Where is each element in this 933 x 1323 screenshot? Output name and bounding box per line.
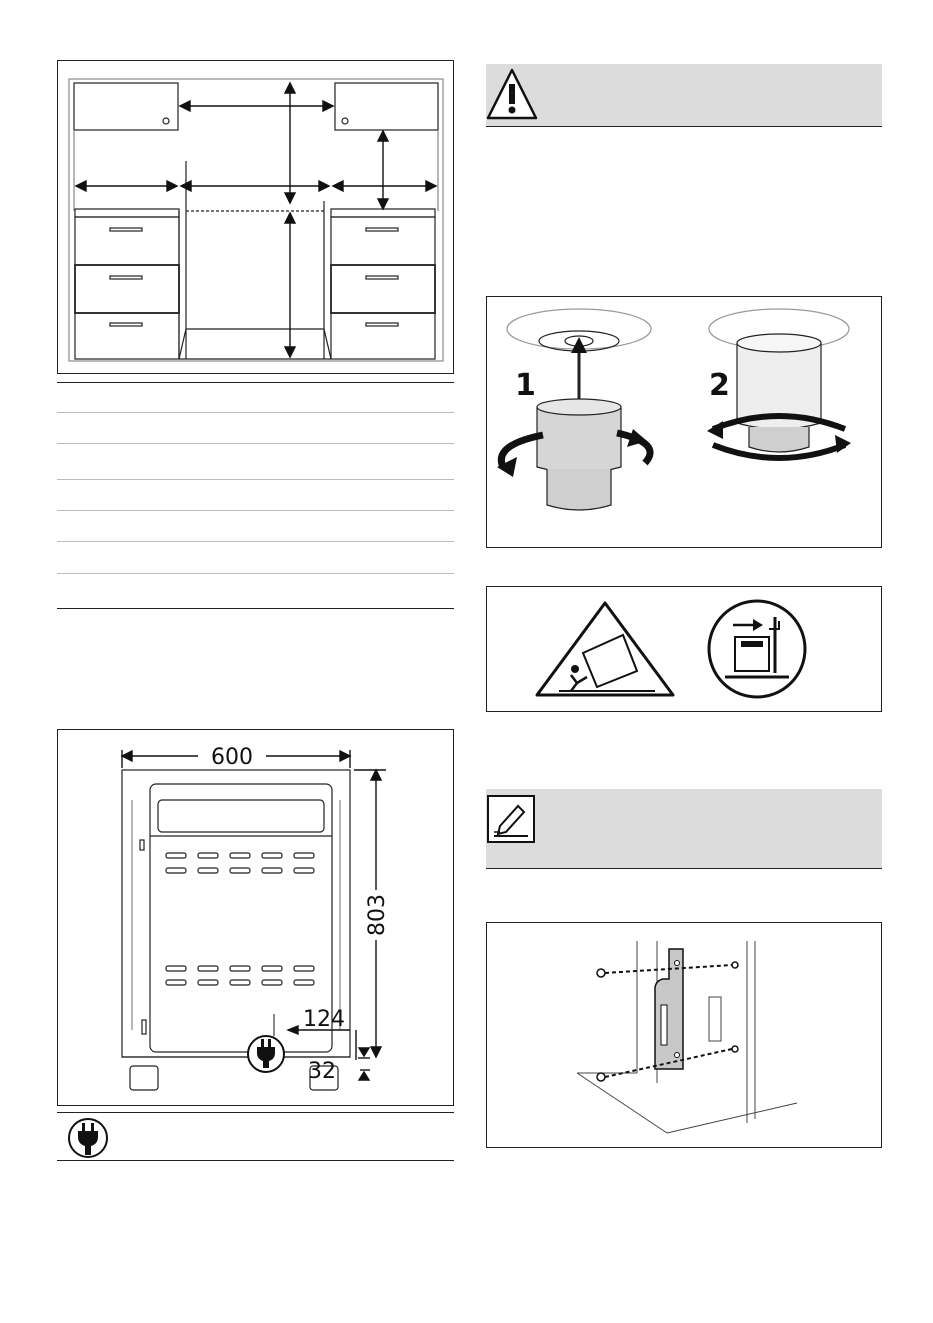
socket-height-label: 32 (308, 1059, 336, 1084)
pencil-note-icon (486, 794, 536, 846)
bracket-plate (655, 949, 683, 1069)
cabinet-niche-drawing (58, 61, 455, 375)
anti-tilt-bracket-figure (486, 922, 882, 1148)
tip-over-drawing (487, 587, 883, 713)
tip-over-hazard-icon (537, 603, 673, 695)
levelling-foot-drawing (487, 297, 883, 549)
tip-over-symbols-figure (486, 586, 882, 712)
table-row-divider (57, 412, 454, 413)
plug-note-bottom-rule (57, 1160, 454, 1161)
cooker-rear-drawing (58, 730, 455, 1107)
power-plug-icon (248, 1036, 284, 1072)
table-row-divider (57, 510, 454, 511)
warning-bar (486, 64, 882, 127)
bracket-drawing (487, 923, 883, 1149)
table-row-divider (57, 443, 454, 444)
anti-tip-bracket-icon (709, 601, 805, 697)
warning-triangle-icon (486, 66, 540, 122)
step-1-label: 1 (515, 368, 536, 403)
vent-slots (166, 853, 314, 985)
table-bottom-rule (57, 608, 454, 609)
table-row-divider (57, 573, 454, 574)
cooker-dimension-figure (57, 729, 454, 1106)
table-row-divider (57, 541, 454, 542)
step-2-label: 2 (709, 368, 730, 403)
width-dimension-label: 600 (211, 745, 253, 770)
plug-note-top-rule (57, 1112, 454, 1113)
cabinet-niche-figure (57, 60, 454, 374)
height-dimension-label: 803 (365, 894, 390, 936)
note-bar (486, 789, 882, 869)
power-plug-icon (63, 1115, 113, 1165)
levelling-foot-figure (486, 296, 882, 548)
table-row-divider (57, 479, 454, 480)
table-top-rule (57, 382, 454, 383)
socket-offset-label: 124 (303, 1007, 345, 1032)
